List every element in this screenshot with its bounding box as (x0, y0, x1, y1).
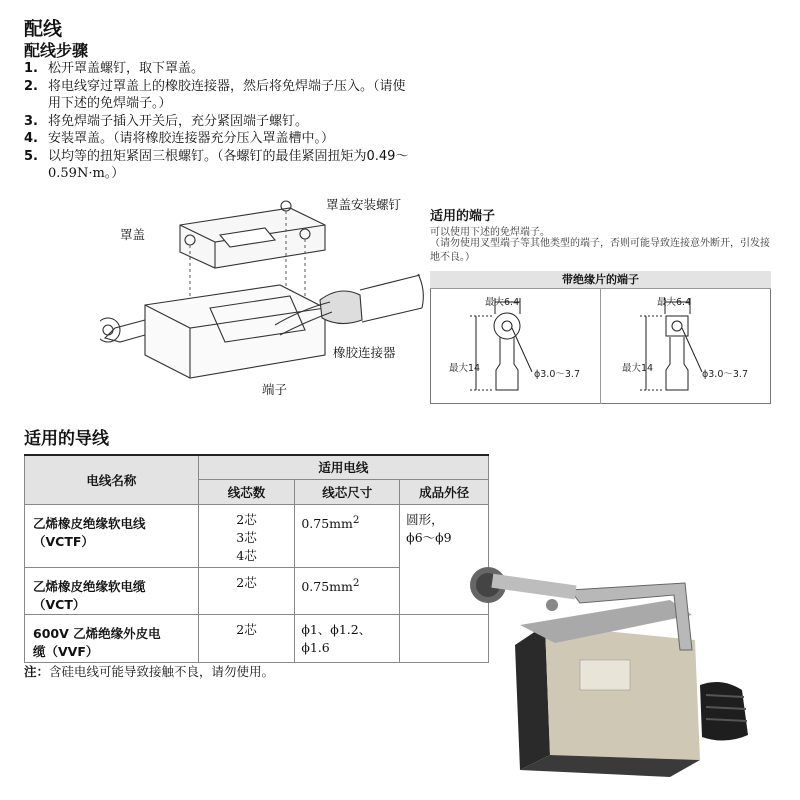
col-core-size: 线芯尺寸 (295, 479, 400, 504)
step-5: 5. 以均等的扭矩紧固三根螺钉。（各螺钉的最佳紧固扭矩为0.49～ (24, 148, 409, 164)
cover-screw-label: 罩盖安装螺钉 (326, 197, 402, 212)
cover-label: 罩盖 (120, 227, 146, 242)
table-row: 600V 乙烯绝缘外皮电 缆（VVF） 2芯 ϕ1、ϕ1.2、 ϕ1.6 (25, 614, 489, 662)
fork-max-length: 最大14 (622, 363, 654, 374)
ring-terminal-drawing (440, 292, 590, 400)
step-1: 1. 松开罩盖螺钉，取下罩盖。 (24, 61, 205, 76)
table-row: 乙烯橡皮绝缘软电缆 （VCT） 2芯 $0.75mm^2$ (25, 567, 489, 614)
terminals-title: 适用的端子 (430, 209, 496, 224)
ring-terminal-drawing-2 (610, 292, 760, 400)
exploded-switch-diagram (100, 190, 430, 410)
limit-switch-photo (460, 555, 780, 785)
terminals-divider (600, 289, 601, 404)
section-subtitle: 配线步骤 (24, 41, 89, 60)
terminal-label: 端子 (262, 382, 288, 397)
wiring-steps (24, 60, 494, 183)
terminals-table-header: 带绝缘片的端子 (430, 271, 771, 289)
col-outer-dia: 成品外径 (400, 479, 489, 504)
col-wire-name: 电线名称 (25, 455, 199, 504)
col-applicable-wire: 适用电线 (198, 455, 488, 479)
table-row: 乙烯橡皮绝缘软电线 （VCTF） 2芯 3芯 4芯 $0.75mm^2$ 圆形， ϕ6～ϕ9 (25, 504, 489, 567)
step-3: 3. 将免焊端子插入开关后，充分紧固端子螺钉。 (24, 113, 309, 129)
ring-hole-dia: ϕ3.0～3.7 (534, 369, 580, 380)
step-2: 2. 将电线穿过罩盖上的橡胶连接器，然后将免焊端子压入。（请使 用下述的免焊端子。） (24, 78, 406, 111)
col-cores: 线芯数 (198, 479, 295, 504)
silicone-note: 注：含硅电线可能导致接触不良，请勿使用。 (24, 664, 275, 679)
terminals-desc: 可以使用下述的免焊端子。 (430, 227, 550, 238)
step-5-continuation: 0.59N·m。） (48, 166, 125, 181)
ring-max-length: 最大14 (449, 363, 481, 374)
ring-max-width: 最大6.4 (485, 297, 520, 308)
step-4: 4. 安装罩盖。（请将橡胶连接器充分压入罩盖槽中。） (24, 131, 335, 146)
wires-table (24, 454, 489, 663)
page-title: 配线 (24, 18, 63, 40)
fork-hole-dia: ϕ3.0～3.7 (702, 369, 748, 380)
terminals-warning: （请勿使用叉型端子等其他类型的端子，否则可能导致连接意外断开，引发接地不良。） (430, 238, 770, 263)
wires-title: 适用的导线 (24, 429, 109, 449)
fork-max-width: 最大6.4 (657, 297, 692, 308)
rubber-connector-label: 橡胶连接器 (333, 345, 396, 360)
